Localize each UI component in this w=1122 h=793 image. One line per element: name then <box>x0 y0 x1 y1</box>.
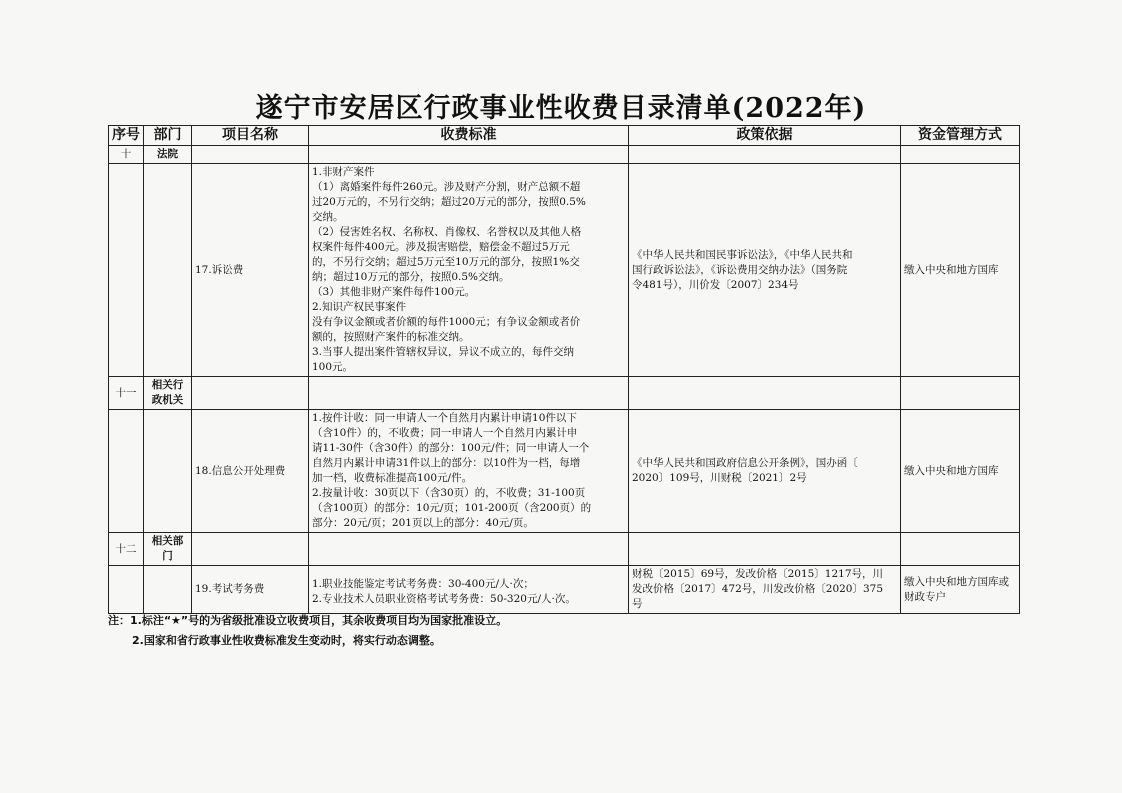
standard-line: 1.职业技能鉴定考试考务费：30-400元/人·次； <box>312 577 534 590</box>
header-policy: 政策依据 <box>629 126 901 146</box>
standard-line: 2.按量计收：30页以下（含30页）的，不收费；31-100页 <box>312 487 586 499</box>
header-item: 项目名称 <box>192 126 309 146</box>
empty-cell <box>144 566 192 614</box>
empty-cell <box>629 377 901 410</box>
page-title: 遂宁市安居区行政事业性收费目录清单(2022年) <box>255 93 867 124</box>
policy-basis <box>629 164 901 377</box>
standard-line: 的，不另行交纳；超过5万元至10万元的部分，按照1%交 <box>312 256 580 268</box>
section-dept: 相关部门 <box>144 533 192 566</box>
fund-management: 缴入中央和地方国库或财政专户 <box>901 566 1020 614</box>
standard-line: 权案件每件400元。涉及损害赔偿，赔偿金不超过5万元 <box>312 241 570 253</box>
standard-line: 部分：20元/页；201页以上的部分：40元/页。 <box>312 517 534 529</box>
item-name: 19.考试考务费 <box>192 566 309 614</box>
standard-line: 额的，按照财产案件的标准交纳。 <box>312 331 470 343</box>
standard-line: 2.专业技术人员职业资格考试考务费：50-320元/人·次。 <box>312 592 576 605</box>
section-dept: 法院 <box>144 146 192 164</box>
standard-line: 纳；超过10万元的部分，按照0.5%交纳。 <box>312 271 510 283</box>
table-row <box>109 566 1020 614</box>
section-seq: 十一 <box>109 377 144 410</box>
empty-cell <box>629 146 901 164</box>
header-standard: 收费标准 <box>309 126 629 146</box>
empty-cell <box>901 533 1020 566</box>
fee-standard <box>309 566 629 614</box>
policy-line: 《中华人民共和国民事诉讼法》，《中华人民共和 <box>632 248 853 261</box>
empty-cell <box>144 410 192 533</box>
item-name: 18.信息公开处理费 <box>192 410 309 533</box>
standard-line: 3.当事人提出案件管辖权异议，异议不成立的，每件交纳 <box>312 346 575 358</box>
standard-line: 2.知识产权民事案件 <box>312 301 407 313</box>
standard-line: 1.非财产案件 <box>312 166 375 178</box>
empty-cell <box>109 410 144 533</box>
table-header-row <box>109 126 1020 146</box>
empty-cell <box>109 566 144 614</box>
policy-line: 令481号），川价发〔2007〕234号 <box>632 278 799 291</box>
section-seq: 十 <box>109 146 144 164</box>
standard-line: 没有争议金额或者价额的每件1000元；有争议金额或者价 <box>312 316 581 328</box>
section-dept: 相关行政机关 <box>144 377 192 410</box>
empty-cell <box>192 533 309 566</box>
footnotes <box>108 611 1019 651</box>
standard-line: （1）离婚案件每件260元。涉及财产分割，财产总额不超 <box>312 181 581 193</box>
standard-line: 过20万元的，不另行交纳；超过20万元的部分，按照0.5% <box>312 196 586 208</box>
empty-cell <box>309 377 629 410</box>
empty-cell <box>144 164 192 377</box>
standard-line: （3）其他非财产案件每件100元。 <box>312 286 476 298</box>
empty-cell <box>192 377 309 410</box>
header-fund: 资金管理方式 <box>901 126 1020 146</box>
standard-line: 交纳。 <box>312 211 344 223</box>
empty-cell <box>109 164 144 377</box>
standard-line: （含10件）的，不收费；同一申请人一个自然月内累计申 <box>312 427 578 439</box>
policy-line: 财税〔2015〕69号，发改价格〔2015〕1217号，川 <box>632 568 884 580</box>
fund-management: 缴入中央和地方国库 <box>901 164 1020 377</box>
policy-line: 发改价格〔2017〕472号，川发改价格〔2020〕375 <box>632 583 884 595</box>
fund-management: 缴入中央和地方国库 <box>901 410 1020 533</box>
policy-line: 《中华人民共和国政府信息公开条例》，国办函〔 <box>632 457 858 469</box>
empty-cell <box>192 146 309 164</box>
empty-cell <box>901 146 1020 164</box>
empty-cell <box>901 377 1020 410</box>
standard-line: 加一档，收费标准提高100元/件。 <box>312 472 473 484</box>
standard-line: 100元。 <box>312 361 354 373</box>
footnote-2: 2.国家和省行政事业性收费标准发生变动时，将实行动态调整。 <box>132 634 441 647</box>
standard-line: 1.按件计收：同一申请人一个自然月内累计申请10件以下 <box>312 412 577 424</box>
policy-line: 号 <box>632 598 643 610</box>
empty-cell <box>629 533 901 566</box>
header-seq: 序号 <box>109 126 144 146</box>
footnote-1: 注：1.标注“★”号的为省级批准设立收费项目，其余收费项目均为国家批准设立。 <box>108 614 508 627</box>
header-dept: 部门 <box>144 126 192 146</box>
standard-line: （2）侵害姓名权、名称权、肖像权、名誉权以及其他人格 <box>312 226 582 238</box>
fee-standard <box>309 164 629 377</box>
section-row <box>109 533 1020 566</box>
empty-cell <box>309 533 629 566</box>
policy-line: 2020〕109号，川财税〔2021〕2号 <box>632 472 807 484</box>
table-row <box>109 164 1020 377</box>
fee-standard <box>309 410 629 533</box>
policy-basis <box>629 566 901 614</box>
table-row <box>109 410 1020 533</box>
policy-line: 国行政诉讼法》，《诉讼费用交纳办法》（国务院 <box>632 263 848 276</box>
standard-line: （含100页）的部分：10元/页；101-200页（含200页）的 <box>312 502 592 514</box>
section-seq: 十二 <box>109 533 144 566</box>
section-row <box>109 146 1020 164</box>
standard-line: 请11-30件（含30件）的部分：100元/件；同一申请人一个 <box>312 442 590 454</box>
item-name: 17.诉讼费 <box>192 164 309 377</box>
standard-line: 自然月内累计申请31件以上的部分：以10件为一档，每增 <box>312 457 581 469</box>
empty-cell <box>309 146 629 164</box>
section-row <box>109 377 1020 410</box>
fee-catalog-table <box>108 125 1020 614</box>
policy-basis <box>629 410 901 533</box>
